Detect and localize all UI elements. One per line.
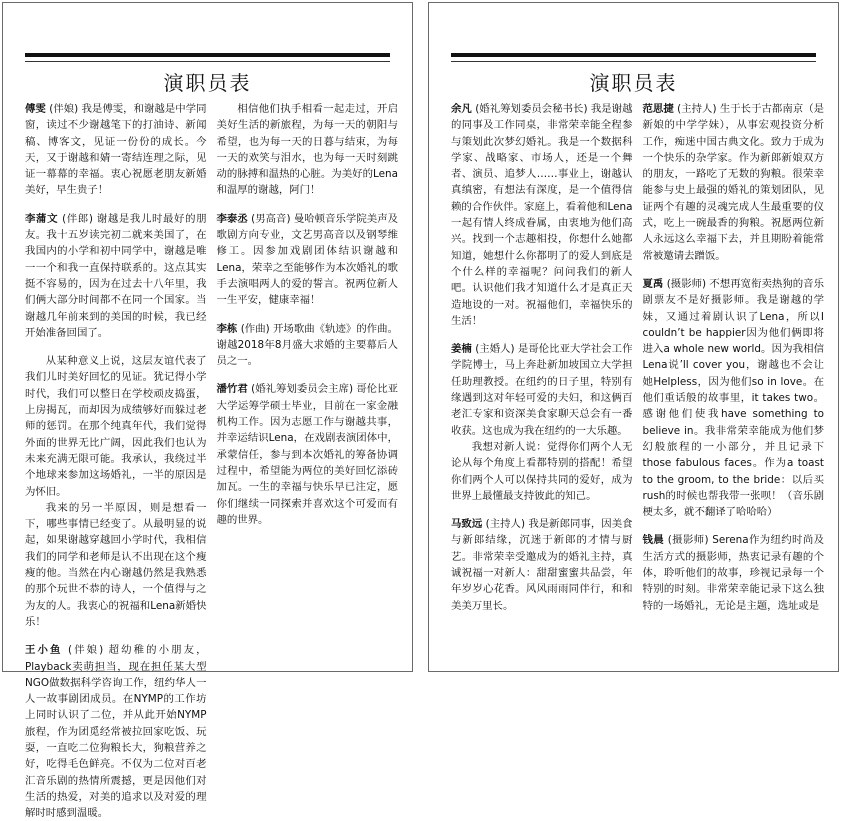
credit-text: (男高音) 曼哈顿音乐学院美声及歌剧方向专业，文艺男高音以及钢琴维修工。因参加戏剧团体结识谢越和Lena，荣幸之至能够作为本次婚礼的歌手去演唱两人的爱的誓言。祝两位新人一生平安，健康幸福！ — [216, 212, 398, 307]
credit-text: (主婚人) 是哥伦比亚大学社会工作学院博士，马上奔赴新加坡国立大学担任助理教授。在纽约的日子里，特别有缘遇到这对年轻可爱的夫妇，和这俩百老汇专家和资深美食家聊天总会有一番收获。这也成为我在纽约的一大乐趣。 — [451, 343, 633, 437]
credit-entry — [451, 341, 633, 439]
credit-entry — [217, 381, 399, 528]
page-columns — [451, 101, 824, 665]
title-rule-thick — [25, 53, 390, 57]
credit-name: 王小鱼 — [25, 644, 63, 657]
credit-text: (伴娘) 我是傅雯，和谢越是中学同窗，读过不少谢越笔下的打油诗、新闻稿、博客文，见证一份份的成长。今天，又于谢越和婧一寄结连理之际，见证一幕幕的幸福。衷心祝愿老朋友新婚美好，早生贵子！ — [25, 103, 207, 197]
credit-text: (摄影师) Serena作为纽约时尚及生活方式的摄影师，热衷记录有趣的个体，聆听他们的故事，珍视记录每一个特别的时刻。非常荣幸能记录下这么独特的一场婚礼，无论是主题，选址或是 — [642, 534, 824, 612]
credit-name: 傅雯 — [25, 103, 46, 115]
credit-name: 余凡 — [451, 103, 472, 115]
credit-entry — [25, 101, 207, 199]
credit-name: 姜楠 — [451, 343, 472, 356]
credit-text: (伴娘) 超幼稚的小朋友，Playback卖萌担当，现在担任某大型NGO做数据科学咨询工作，纽约华人一人一故事剧团成员。在NYMP的工作坊上同时认识了二位，并从此开始NYMP旅程，作为团觅经常被拉回家吃饭、玩耍，一直吃二位狗粮长大，狗粮营养之好，吃得毛色鲜亮。不仅为二位对百老汇音乐剧的热情所震撼，更是因他们对生活的热爱，对美的追求以及对爱的理解时时感到温暖。 — [25, 644, 207, 820]
credit-name: 李蒲文 — [25, 212, 59, 225]
page-title: 演职员表 — [163, 71, 252, 95]
title-rule-thin — [451, 61, 816, 62]
credit-entry — [451, 101, 633, 329]
column-left — [25, 101, 207, 820]
column-right — [217, 101, 399, 665]
credit-text: (婚礼筹划委员会秘书长) 我是谢越的同事及工作同桌，非常荣幸能全程参与策划此次梦幻婚礼。我是一个数据科学家、战略家、市场人，还是一个舞者、演员、追梦人……事业上，谢越认真缜密，有想法有深度，是一个值得信赖的合作伙伴。家庭上，看着他和Lena一起有情人终成眷属，由衷地为他们高兴。找到一个志趣相投，你想什么她都知道，她想什么你都明了的爱人到底是个什么样的幸福呢？问问我们的新人吧。认识他们我才知道什么才是真正天造地设的一对。祝福他们，幸福快乐的生活！ — [451, 103, 633, 327]
credit-paragraph: 我想对新人说：觉得你们两个人无论从每个角度上看都特别的搭配！希望你们两个人可以保持共同的爱好，成为世界上最懂最支持彼此的知己。 — [451, 440, 633, 502]
column-right — [643, 101, 825, 665]
page-title: 演职员表 — [589, 71, 678, 95]
column-left — [451, 101, 633, 665]
credit-entry — [643, 276, 825, 520]
credit-name: 钱晨 — [642, 534, 665, 547]
credit-paragraph: 我来的另一半原因，则是想看一下，哪些事情已经变了。从最明显的说起，如果谢越穿越回小学时代，我相信我们的同学和老师是认不出现在这个瘦瘦的他。当然在内心谢越仍然是我熟悉的那个玩世不恭的诗人，一个值得与之为友的人。我衷心的祝福和Lena新婚快乐！ — [25, 501, 207, 628]
credit-text: (主持人) 生于长于古都南京（是新娘的中学学妹），从事宏观投资分析工作，痴迷中国古典文化。致力于成为一个快乐的杂学家。作为新郎新娘双方的朋友，一路吃了无数的狗粮。很荣幸能参与史上最强的婚礼的策划团队，见证两个有趣的灵魂完成人生最重要的仪式，吃上一碗最香的狗粮。祝愿两位新人永远这么幸福下去，并且期盼着能常常被邀请去蹭饭。 — [642, 103, 824, 262]
page-columns — [25, 101, 398, 820]
title-rule-thin — [25, 61, 390, 62]
credit-name: 潘竹君 — [216, 383, 248, 396]
credit-text: (作曲) 开场歌曲《轨迹》的作曲。谢越2018年8月盛大求婚的主要幕后人员之一。 — [216, 322, 398, 368]
credit-text: (摄影师) 不想再宽衔卖热狗的音乐剧票友不是好摄影师。我是谢越的学妹，又通过着剧认识了Lena，所以I couldn’t be happier因为他们俩即将进入a whole new world。因为我相信Lena说’ll cover you，谢越也不会让她Helpless，因为他们so in love。在他们重话般的故事里，it takes two。感谢他们使我have something to believe in。我非常荣幸能成为他们梦幻般旅程的一小部分，并且记录下those fabulous faces。作为a toast to the groom, to the bride：以后买rush的时候也帮我带一张呗！（音乐剧梗太多，就不翻译了哈哈哈） — [642, 277, 824, 519]
credit-paragraph: 从某种意义上说，这层友谊代表了我们儿时美好回忆的见证。犹记得小学时代，我们可以整日在学校顽皮捣蛋，上房揭瓦，而却因为成绩够好而躲过老师的惩罚。在那个纯真年代，我们觉得外面的世界无比广阔，因此我们也认为未来充满无限可能。我承认，我绕过半个地球来参加这场婚礼，一半的原因是为怀旧。 — [25, 355, 207, 498]
credit-entry — [217, 211, 399, 309]
credit-entry — [643, 532, 825, 613]
credit-name: 李栋 — [216, 322, 238, 335]
program-page-left — [2, 2, 413, 820]
credit-name: 李泰丞 — [216, 212, 248, 225]
credit-paragraph: 相信他们执手相看一起走过，开启美好生活的新旅程，为每一天的朝阳与希望，也为每一天的日暮与结束，为每一天的欢笑与泪水，也为每一天时刻跳动的脉搏和温热的心脏。为美好的Lena和温厚的谢越，阿门！ — [216, 103, 398, 197]
credit-name: 范思捷 — [642, 103, 674, 115]
credit-text: (主持人) 我是新郎同事，因美食与新郎结缘，沉迷于新郎的才情与厨艺。非常荣幸受邀成为的婚礼主持，真诚祝福一对新人：甜甜蜜蜜共品尝，年年岁岁心花香。风风雨雨同伴行，和和美美万里长。 — [451, 518, 633, 612]
credit-text: (婚礼筹划委员会主席) 哥伦比亚大学运筹学硕士毕业，目前在一家金融机构工作。因为志愿工作与谢越共事，并幸运结识Lena，在戏剧表演团体中，承蒙信任，参与到本次婚礼的筹备协调过程中，希望能为两位的美好回忆添砖加瓦。一生的幸福与快乐早已注定，愿你们继续一同探索并喜欢这个可爱而有趣的世界。 — [216, 383, 398, 526]
credit-text: (伴郎) 谢越是我儿时最好的朋友。我十五岁读完初二就来美国了，在我国内的小学和初中同学中，谢越是唯一一个和我一直保持联系的。这点其实挺不容易的，因为在过去十八年里，我们俩大部分时间都不在同一个国家。当谢越几年前来到的美国的时候，我已经开始准备回国了。 — [25, 212, 207, 339]
program-page-right — [428, 2, 839, 672]
credit-entry — [25, 211, 207, 341]
credit-entry — [451, 516, 633, 614]
credit-name: 马致远 — [451, 518, 483, 531]
credit-name: 夏禹 — [642, 277, 664, 290]
title-rule-thick — [451, 53, 816, 57]
credit-entry — [643, 101, 825, 264]
credit-entry — [217, 321, 399, 370]
credit-entry — [25, 642, 207, 821]
